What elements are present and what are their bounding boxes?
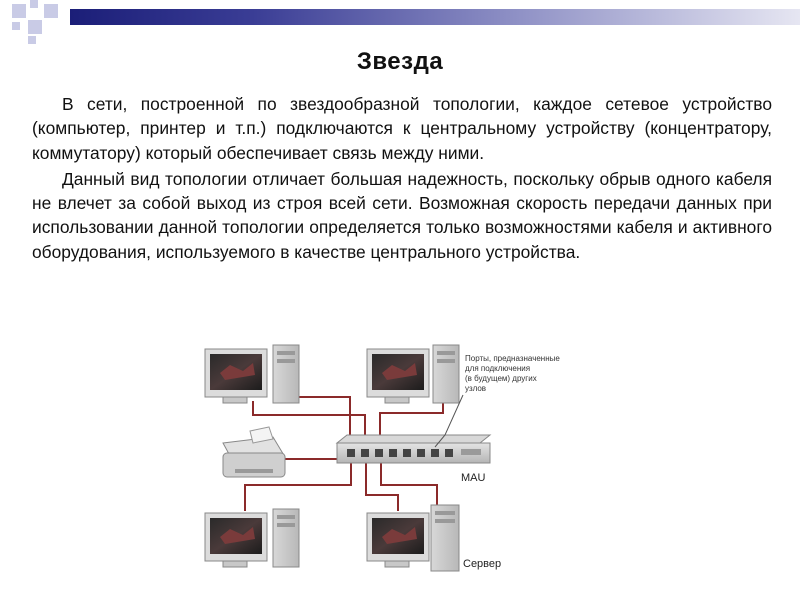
hub-mau — [337, 435, 490, 463]
title-bar-decoration — [0, 0, 800, 48]
star-topology-diagram — [195, 335, 615, 585]
slide-title: Звезда — [356, 48, 444, 75]
paragraph-2: Данный вид топологии отличает большая надежность, поскольку обрыв одного кабеля не влечет за собой выход из строя всей сети. Возможная скорость передачи данных при использовании данной топологии определяется только возможностями кабеля и активного оборудования, используемого в качестве центрального устройства. — [32, 168, 772, 262]
decorative-squares — [0, 0, 70, 48]
paragraph-1: В сети, построенной по звездообразной топологии, каждое сетевое устройство (компьютер, принтер и т.п.) подключаются к центральному устройству (концентратору, коммутатору) который обеспечивает связь между ними. — [32, 94, 772, 163]
hub-label: MAU — [461, 472, 486, 484]
slide-body — [32, 92, 772, 266]
workstation-top-left — [205, 345, 299, 403]
port-note: Порты, предназначенные для подключения (в будущем) других узлов — [465, 354, 560, 393]
printer — [223, 427, 285, 477]
server-label: Сервер — [463, 558, 502, 570]
title-gradient-bar — [70, 9, 800, 25]
workstation-bottom-left — [205, 509, 299, 567]
workstation-top-right — [367, 345, 459, 403]
server-workstation — [367, 505, 459, 571]
